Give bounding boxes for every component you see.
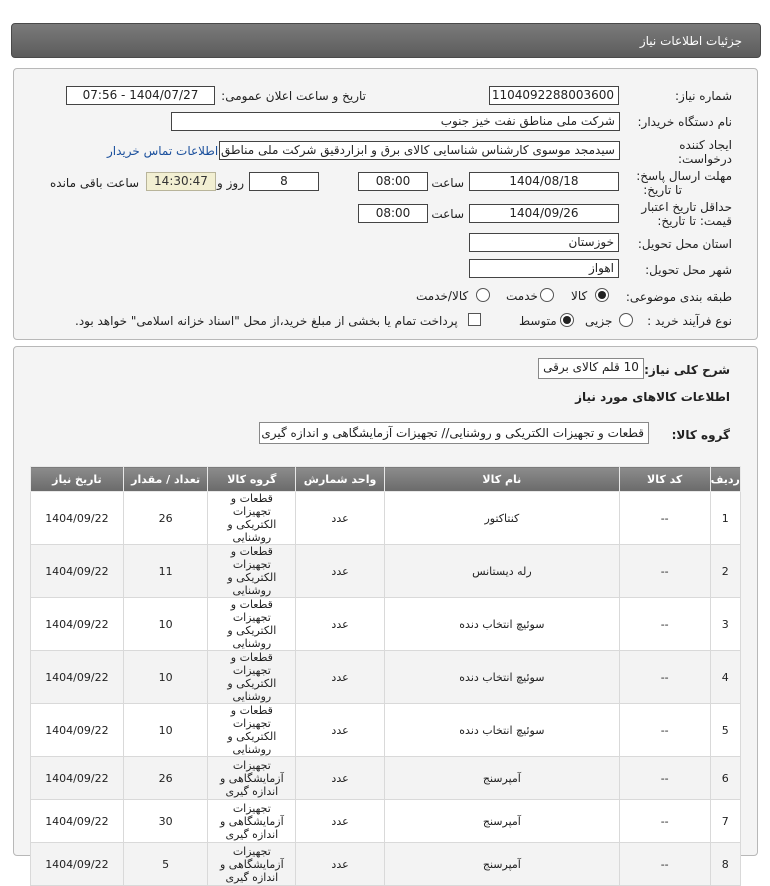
buyer-label: نام دستگاه خریدار: bbox=[637, 115, 732, 129]
col-header-date[interactable]: تاریخ نیاز bbox=[31, 467, 124, 492]
cell-quantity: 5 bbox=[123, 843, 208, 886]
cell-date: 1404/09/22 bbox=[31, 704, 124, 757]
items-heading: اطلاعات کالاهای مورد نیاز bbox=[575, 390, 730, 404]
page-header bbox=[11, 23, 761, 58]
announce-field[interactable]: 1404/07/27 - 07:56 bbox=[66, 86, 215, 105]
cell-date: 1404/09/22 bbox=[31, 492, 124, 545]
cell-date: 1404/09/22 bbox=[31, 598, 124, 651]
table-row[interactable] bbox=[31, 704, 741, 757]
remaining-label: ساعت باقی مانده bbox=[50, 176, 140, 190]
cell-code: -- bbox=[619, 843, 710, 886]
cell-name: کنتاکتور bbox=[384, 492, 619, 545]
cell-unit: عدد bbox=[296, 651, 385, 704]
validity-time-label: ساعت bbox=[431, 207, 464, 221]
cell-date: 1404/09/22 bbox=[31, 757, 124, 800]
process-label: نوع فرآیند خرید : bbox=[647, 314, 732, 328]
cell-name: سوئیچ انتخاب دنده bbox=[384, 598, 619, 651]
days-label: روز و bbox=[217, 176, 244, 190]
cell-unit: عدد bbox=[296, 492, 385, 545]
cell-row-number: 8 bbox=[710, 843, 740, 886]
cell-name: آمپرسنج bbox=[384, 757, 619, 800]
table-row[interactable] bbox=[31, 800, 741, 843]
col-header-code[interactable]: کد کالا bbox=[619, 467, 710, 492]
col-header-quantity[interactable]: تعداد / مقدار bbox=[123, 467, 208, 492]
cell-quantity: 26 bbox=[123, 757, 208, 800]
cell-group: قطعات و تجهیزات الکتریکی و روشنایی bbox=[208, 492, 296, 545]
cell-quantity: 30 bbox=[123, 800, 208, 843]
cell-name: آمپرسنج bbox=[384, 843, 619, 886]
reply-deadline-label-1: مهلت ارسال پاسخ: bbox=[636, 169, 732, 183]
cell-group: قطعات و تجهیزات الکتریکی و روشنایی bbox=[208, 704, 296, 757]
cell-row-number: 5 bbox=[710, 704, 740, 757]
reply-date-field[interactable]: 1404/08/18 bbox=[469, 172, 619, 191]
table-row[interactable] bbox=[31, 757, 741, 800]
cell-unit: عدد bbox=[296, 598, 385, 651]
validity-date-field[interactable]: 1404/09/26 bbox=[469, 204, 619, 223]
need-description-field: 10 قلم کالای برقی bbox=[538, 358, 644, 379]
cell-code: -- bbox=[619, 598, 710, 651]
goods-group-field: قطعات و تجهیزات الکتریکی و روشنایی// تجهیزات آزمایشگاهی و اندازه گیری bbox=[259, 422, 649, 444]
category-option-service: خدمت bbox=[506, 289, 538, 303]
category-label: طبقه بندی موضوعی: bbox=[625, 290, 732, 304]
cell-code: -- bbox=[619, 545, 710, 598]
cell-quantity: 10 bbox=[123, 598, 208, 651]
days-field: 8 bbox=[249, 172, 319, 191]
cell-group: تجهیزات آزمایشگاهی و اندازه گیری bbox=[208, 843, 296, 886]
cell-code: -- bbox=[619, 757, 710, 800]
cell-group: تجهیزات آزمایشگاهی و اندازه گیری bbox=[208, 800, 296, 843]
cell-quantity: 11 bbox=[123, 545, 208, 598]
cell-name: سوئیچ انتخاب دنده bbox=[384, 651, 619, 704]
table-header-row bbox=[31, 467, 741, 492]
buyer-contact-link[interactable]: اطلاعات تماس خریدار bbox=[107, 144, 219, 158]
cell-date: 1404/09/22 bbox=[31, 843, 124, 886]
cell-group: تجهیزات آزمایشگاهی و اندازه گیری bbox=[208, 757, 296, 800]
col-header-row-number[interactable]: ردیف bbox=[710, 467, 740, 492]
cell-quantity: 10 bbox=[123, 651, 208, 704]
process-radio-medium[interactable] bbox=[560, 313, 574, 327]
process-option-minor: جزیی bbox=[585, 314, 613, 328]
cell-code: -- bbox=[619, 800, 710, 843]
col-header-group[interactable]: گروه کالا bbox=[208, 467, 296, 492]
goods-group-label: گروه کالا: bbox=[671, 428, 730, 442]
cell-date: 1404/09/22 bbox=[31, 545, 124, 598]
cell-date: 1404/09/22 bbox=[31, 800, 124, 843]
category-option-both: کالا/خدمت bbox=[416, 289, 469, 303]
need-number-label: شماره نیاز: bbox=[675, 89, 732, 103]
category-radio-service[interactable] bbox=[540, 288, 554, 302]
cell-group: قطعات و تجهیزات الکتریکی و روشنایی bbox=[208, 545, 296, 598]
cell-row-number: 4 bbox=[710, 651, 740, 704]
treasury-payment-note: پرداخت تمام یا بخشی از مبلغ خرید،از محل "اسناد خزانه اسلامی" خواهد بود. bbox=[75, 314, 458, 328]
table-row[interactable] bbox=[31, 545, 741, 598]
cell-quantity: 10 bbox=[123, 704, 208, 757]
cell-row-number: 3 bbox=[710, 598, 740, 651]
validity-label-2: قیمت: تا تاریخ: bbox=[657, 214, 732, 228]
reply-time-label: ساعت bbox=[431, 176, 464, 190]
col-header-unit[interactable]: واحد شمارش bbox=[296, 467, 385, 492]
creator-field[interactable]: سیدمجد موسوی کارشناس شناسایی کالای برق و ابزاردقیق شرکت ملی مناطق bbox=[219, 141, 620, 160]
reply-time-field[interactable]: 08:00 bbox=[358, 172, 428, 191]
table-row[interactable] bbox=[31, 492, 741, 545]
cell-name: رله دیستانس bbox=[384, 545, 619, 598]
cell-code: -- bbox=[619, 651, 710, 704]
cell-unit: عدد bbox=[296, 545, 385, 598]
cell-date: 1404/09/22 bbox=[31, 651, 124, 704]
category-radio-both[interactable] bbox=[476, 288, 490, 302]
need-description-label: شرح کلی نیاز: bbox=[644, 363, 730, 377]
cell-unit: عدد bbox=[296, 800, 385, 843]
cell-row-number: 1 bbox=[710, 492, 740, 545]
province-label: استان محل تحویل: bbox=[637, 237, 732, 251]
cell-group: قطعات و تجهیزات الکتریکی و روشنایی bbox=[208, 651, 296, 704]
buyer-field[interactable]: شرکت ملی مناطق نفت خیز جنوب bbox=[171, 112, 620, 131]
remaining-time-field: 14:30:47 bbox=[146, 172, 216, 191]
cell-row-number: 6 bbox=[710, 757, 740, 800]
cell-quantity: 26 bbox=[123, 492, 208, 545]
validity-label-1: حداقل تاریخ اعتبار bbox=[641, 200, 732, 214]
process-radio-minor[interactable] bbox=[619, 313, 633, 327]
table-row[interactable] bbox=[31, 651, 741, 704]
treasury-payment-checkbox[interactable] bbox=[468, 313, 481, 326]
city-label: شهر محل تحویل: bbox=[645, 263, 732, 277]
cell-unit: عدد bbox=[296, 704, 385, 757]
table-row[interactable] bbox=[31, 598, 741, 651]
cell-row-number: 2 bbox=[710, 545, 740, 598]
reply-deadline-label-2: تا تاریخ: bbox=[643, 183, 682, 197]
cell-name: آمپرسنج bbox=[384, 800, 619, 843]
page-title: جزئیات اطلاعات نیاز bbox=[639, 34, 742, 48]
table-row[interactable] bbox=[31, 843, 741, 886]
cell-name: سوئیچ انتخاب دنده bbox=[384, 704, 619, 757]
category-option-goods: کالا bbox=[571, 289, 588, 303]
city-field[interactable]: اهواز bbox=[469, 259, 619, 278]
category-radio-goods[interactable] bbox=[595, 288, 609, 302]
items-table bbox=[30, 466, 741, 886]
cell-code: -- bbox=[619, 704, 710, 757]
cell-unit: عدد bbox=[296, 843, 385, 886]
announce-label: تاریخ و ساعت اعلان عمومی: bbox=[221, 89, 366, 103]
cell-code: -- bbox=[619, 492, 710, 545]
creator-label-2: درخواست: bbox=[678, 152, 732, 166]
creator-label-1: ایجاد کننده bbox=[679, 138, 732, 152]
province-field[interactable]: خوزستان bbox=[469, 233, 619, 252]
col-header-name[interactable]: نام کالا bbox=[384, 467, 619, 492]
validity-time-field[interactable]: 08:00 bbox=[358, 204, 428, 223]
need-number-field[interactable]: 1104092288003600 bbox=[489, 86, 619, 105]
cell-unit: عدد bbox=[296, 757, 385, 800]
process-option-medium: متوسط bbox=[519, 314, 557, 328]
cell-row-number: 7 bbox=[710, 800, 740, 843]
cell-group: قطعات و تجهیزات الکتریکی و روشنایی bbox=[208, 598, 296, 651]
